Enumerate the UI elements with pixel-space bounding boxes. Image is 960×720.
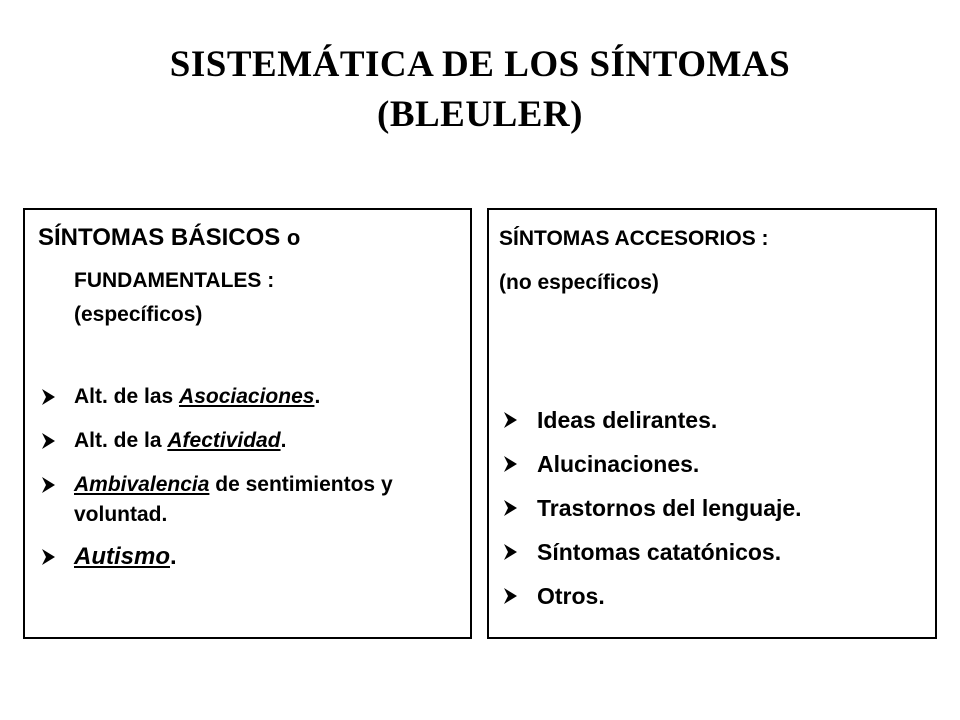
basic-symptoms-heading — [38, 222, 468, 254]
basic-symptoms-list — [39, 382, 459, 588]
arrowhead-bullet-icon — [501, 537, 523, 567]
list-item-text: Ideas delirantes. — [537, 407, 718, 433]
arrowhead-bullet-icon — [39, 470, 61, 500]
list-item-text: Trastornos del lenguaje. — [537, 495, 802, 521]
list-item-post: . — [170, 543, 177, 570]
basic-symptoms-heading-line2: FUNDAMENTALES : — [74, 269, 275, 292]
list-item-emphasis: Afectividad — [167, 429, 281, 452]
accessory-symptoms-list — [501, 405, 931, 625]
list-item-text: Alucinaciones. — [537, 451, 700, 477]
list-item — [501, 581, 931, 611]
list-item-pre: Alt. de las — [74, 385, 180, 408]
list-item — [501, 493, 931, 523]
list-item-text: Síntomas catatónicos. — [537, 539, 782, 565]
list-item-post: de sentimientos y voluntad. — [74, 473, 393, 526]
slide-title-line2: (BLEULER) — [377, 94, 583, 135]
list-item — [501, 449, 931, 479]
accessory-symptoms-box — [487, 208, 937, 639]
basic-symptoms-heading-or: o — [286, 225, 301, 250]
basic-symptoms-heading-main: SÍNTOMAS BÁSICOS — [38, 224, 281, 251]
arrowhead-bullet-icon — [39, 540, 61, 570]
list-item-post: . — [314, 385, 321, 408]
basic-symptoms-box — [23, 208, 472, 639]
arrowhead-bullet-icon — [501, 493, 523, 523]
list-item-post: . — [280, 429, 287, 452]
slide-title-line1: SISTEMÁTICA DE LOS SÍNTOMAS — [169, 44, 791, 85]
list-item — [501, 405, 931, 435]
arrowhead-bullet-icon — [501, 581, 523, 611]
list-item — [39, 426, 459, 456]
list-item — [39, 470, 459, 530]
list-item-emphasis: Asociaciones — [179, 385, 315, 408]
basic-symptoms-heading-line3: (específicos) — [74, 303, 203, 326]
list-item-text: Otros. — [537, 583, 605, 609]
list-item-pre: Alt. de la — [74, 429, 168, 452]
accessory-symptoms-subheading: (no específicos) — [499, 271, 659, 294]
arrowhead-bullet-icon — [39, 382, 61, 412]
list-item — [39, 382, 459, 412]
list-item — [39, 540, 459, 574]
arrowhead-bullet-icon — [501, 449, 523, 479]
accessory-symptoms-heading: SÍNTOMAS ACCESORIOS : — [499, 227, 769, 250]
list-item-emphasis: Ambivalencia — [74, 473, 210, 496]
list-item-emphasis: Autismo — [74, 543, 170, 570]
list-item — [501, 537, 931, 567]
slide-title — [0, 40, 960, 140]
arrowhead-bullet-icon — [39, 426, 61, 456]
arrowhead-bullet-icon — [501, 405, 523, 435]
